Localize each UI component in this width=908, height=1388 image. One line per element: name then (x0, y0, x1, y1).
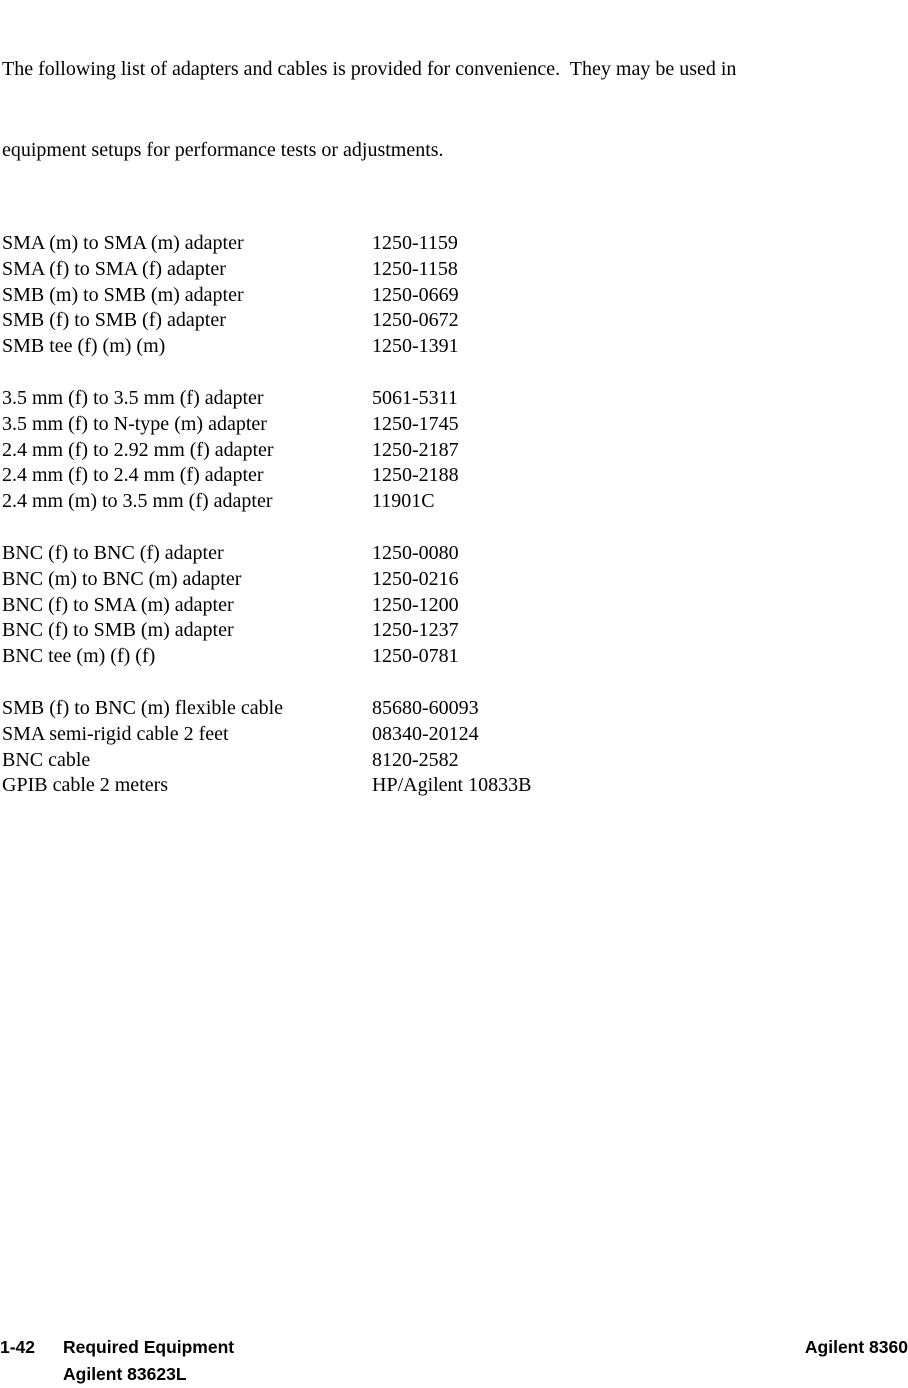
adapter-name: SMA (f) to SMA (f) adapter (2, 257, 226, 280)
part-number: 11901C (372, 490, 435, 513)
adapter-row (2, 283, 908, 309)
part-number: 1250-0781 (372, 645, 459, 668)
footer-model-number: Agilent 83623L (63, 1364, 187, 1384)
part-number: 1250-0216 (372, 567, 459, 590)
part-number: 1250-1159 (372, 232, 458, 254)
adapter-name: SMA semi-rigid cable 2 feet (2, 722, 229, 745)
part-number: 1250-2188 (372, 464, 459, 487)
adapter-name: 2.4 mm (f) to 2.92 mm (f) adapter (2, 438, 274, 461)
part-number: 1250-1391 (372, 335, 459, 358)
adapter-name: BNC cable (2, 748, 91, 771)
adapter-name: GPIB cable 2 meters (2, 774, 169, 797)
part-number: 5061-5311 (372, 386, 458, 409)
adapter-name: BNC (f) to BNC (f) adapter (2, 541, 224, 564)
adapter-name: 2.4 mm (f) to 2.4 mm (f) adapter (2, 464, 264, 487)
adapter-row (2, 412, 908, 438)
adapter-row (2, 334, 908, 360)
part-number: 1250-1158 (372, 257, 458, 280)
part-number: 1250-0669 (372, 283, 459, 306)
part-number: 1250-1745 (372, 412, 459, 435)
page-number: 1-42 (0, 1337, 36, 1357)
adapter-name: SMB (f) to SMB (f) adapter (2, 309, 226, 332)
adapter-name: SMA (m) to SMA (m) adapter (2, 232, 244, 254)
adapter-name: 3.5 mm (f) to 3.5 mm (f) adapter (2, 386, 264, 409)
adapter-name: SMB tee (f) (m) (m) (2, 335, 166, 358)
adapter-name: SMB (f) to BNC (m) flexible cable (2, 696, 284, 719)
adapter-name: 3.5 mm (f) to N-type (m) adapter (2, 412, 267, 435)
adapter-group (2, 696, 908, 799)
footer-section-title: Required Equipment (63, 1337, 235, 1357)
footer (0, 1334, 908, 1388)
intro-line: The following list of adapters and cables is provided for convenience. They may be used in (2, 58, 737, 80)
footer-line-1 (0, 1334, 908, 1361)
adapter-row (2, 593, 908, 619)
adapter-row (2, 541, 908, 567)
adapter-row (2, 257, 908, 283)
adapter-row (2, 773, 908, 799)
part-number: HP/Agilent 10833B (372, 774, 532, 797)
footer-product-name: Agilent 8360 (804, 1337, 908, 1357)
adapter-name: SMB (m) to SMB (m) adapter (2, 283, 244, 306)
adapter-name: BNC (f) to SMB (m) adapter (2, 619, 234, 642)
part-number: 1250-0080 (372, 541, 459, 564)
intro-paragraph (2, 2, 908, 218)
adapter-group (2, 231, 908, 360)
part-number: 1250-0672 (372, 309, 459, 332)
adapter-row (2, 386, 908, 412)
part-number: 8120-2582 (372, 748, 459, 771)
adapter-row (2, 748, 908, 774)
adapter-group (2, 541, 908, 670)
adapter-row (2, 231, 908, 257)
part-number: 1250-2187 (372, 438, 459, 461)
adapter-group (2, 386, 908, 515)
part-number: 1250-1237 (372, 619, 459, 642)
adapter-row (2, 308, 908, 334)
footer-line-2 (0, 1361, 908, 1388)
adapter-row (2, 696, 908, 722)
adapter-row (2, 463, 908, 489)
adapter-name: BNC (m) to BNC (m) adapter (2, 567, 242, 590)
adapter-row (2, 618, 908, 644)
intro-line: equipment setups for performance tests or adjustments. (2, 139, 444, 161)
part-number: 08340-20124 (372, 722, 479, 745)
adapter-name: BNC (f) to SMA (m) adapter (2, 593, 234, 616)
adapter-row (2, 489, 908, 515)
part-number: 1250-1200 (372, 593, 459, 616)
adapter-name: BNC tee (m) (f) (f) (2, 645, 156, 668)
part-number: 85680-60093 (372, 696, 479, 719)
adapter-name: 2.4 mm (m) to 3.5 mm (f) adapter (2, 490, 273, 513)
adapter-list (2, 231, 908, 799)
adapter-row (2, 438, 908, 464)
adapter-row (2, 567, 908, 593)
adapter-row (2, 644, 908, 670)
adapter-row (2, 722, 908, 748)
